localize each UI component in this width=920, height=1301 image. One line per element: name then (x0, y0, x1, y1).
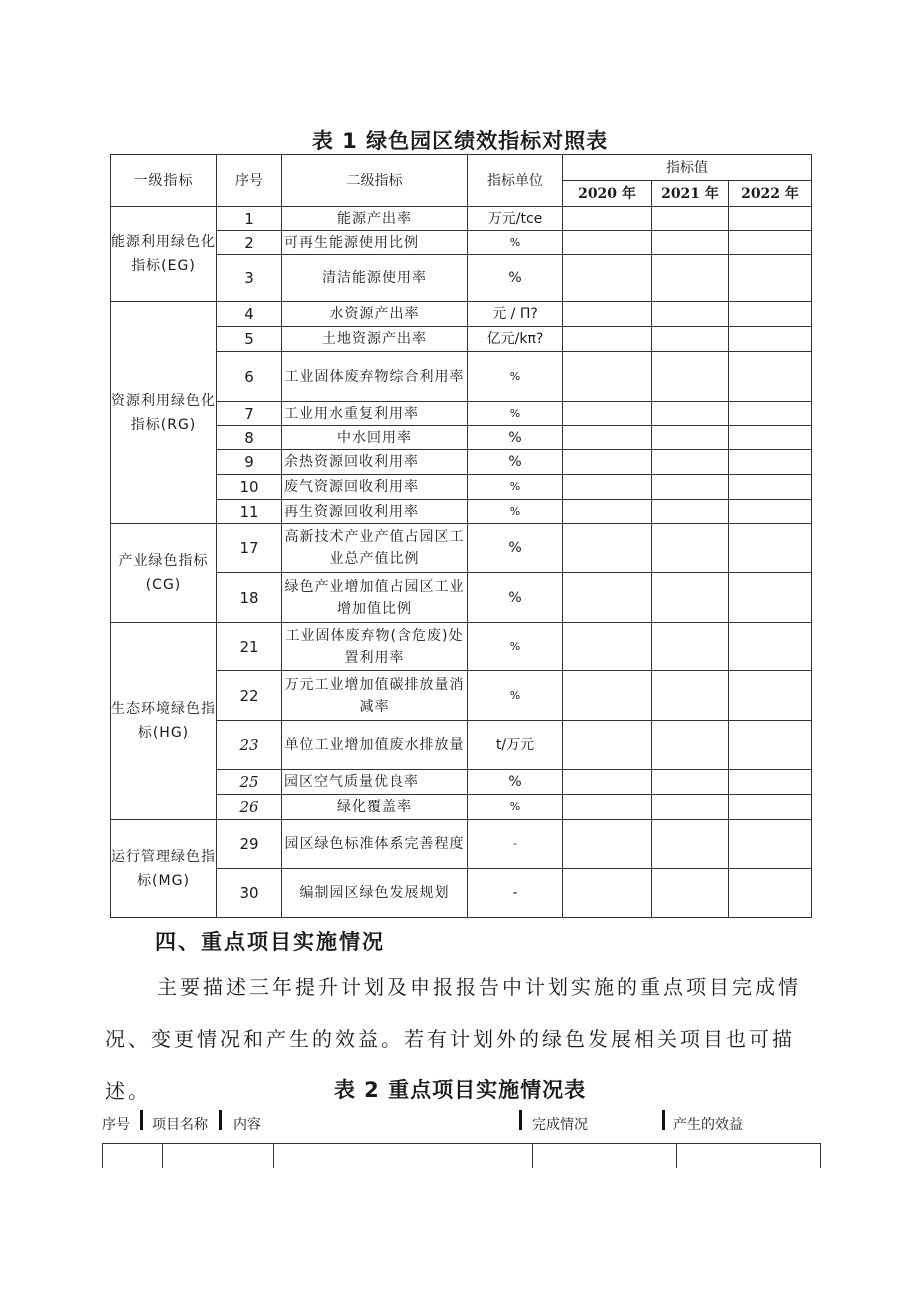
value-cell (729, 671, 812, 721)
value-cell (729, 302, 812, 327)
row-seq: 29 (217, 820, 282, 869)
value-cell (729, 623, 812, 671)
header-level1: 一级指标 (111, 155, 217, 207)
row-seq: 17 (217, 524, 282, 573)
value-cell (652, 302, 729, 327)
value-cell (563, 207, 652, 231)
value-cell (563, 231, 652, 255)
value-cell (652, 475, 729, 500)
value-cell (652, 426, 729, 450)
row-unit: 元 / Π? (468, 302, 563, 327)
row-unit: t/万元 (468, 721, 563, 770)
value-cell (563, 524, 652, 573)
header-year-2022: 2022 年 (729, 181, 812, 207)
table2-cell-border (162, 1143, 163, 1168)
table2-cell-border (676, 1143, 677, 1168)
value-cell (729, 450, 812, 475)
value-cell (563, 450, 652, 475)
row-indicator: 工业用水重复利用率 (282, 402, 468, 426)
row-unit: % (468, 475, 563, 500)
row-unit: % (468, 450, 563, 475)
value-cell (729, 327, 812, 352)
row-seq: 7 (217, 402, 282, 426)
value-cell (729, 795, 812, 820)
value-cell (729, 869, 812, 918)
column-divider (662, 1110, 665, 1130)
row-indicator: 水资源产出率 (282, 302, 468, 327)
value-cell (563, 402, 652, 426)
header-year-2021: 2021 年 (652, 181, 729, 207)
group-cg: 产业绿色指标(CG) (111, 524, 217, 623)
row-indicator: 可再生能源使用比例 (282, 231, 468, 255)
header-seq: 序号 (217, 155, 282, 207)
row-indicator: 工业固体废弃物(含危废)处置利用率 (282, 623, 468, 671)
row-unit: % (468, 770, 563, 795)
value-cell (652, 524, 729, 573)
table2-top-border (102, 1143, 821, 1144)
value-cell (729, 820, 812, 869)
value-cell (729, 524, 812, 573)
value-cell (652, 255, 729, 302)
table2-cell-border (532, 1143, 533, 1168)
value-cell (729, 721, 812, 770)
value-cell (652, 231, 729, 255)
row-unit: 万元/tce (468, 207, 563, 231)
row-seq: 25 (217, 770, 282, 795)
table2-header-seq: 序号 (102, 1117, 130, 1133)
row-unit: % (468, 500, 563, 524)
row-seq: 22 (217, 671, 282, 721)
table2-cell-border (102, 1143, 103, 1168)
value-cell (652, 500, 729, 524)
row-seq: 8 (217, 426, 282, 450)
value-cell (563, 721, 652, 770)
value-cell (652, 820, 729, 869)
value-cell (729, 500, 812, 524)
value-cell (652, 795, 729, 820)
row-unit: - (468, 869, 563, 918)
row-unit: % (468, 426, 563, 450)
row-indicator: 能源产出率 (282, 207, 468, 231)
table2-cell-border (273, 1143, 274, 1168)
value-cell (729, 475, 812, 500)
table1-title: 表 1 绿色园区绩效指标对照表 (311, 129, 609, 153)
row-unit: % (468, 402, 563, 426)
header-year-2020: 2020 年 (563, 181, 652, 207)
value-cell (652, 327, 729, 352)
group-eg: 能源利用绿色化指标(EG) (111, 207, 217, 302)
row-indicator: 余热资源回收利用率 (282, 450, 468, 475)
row-unit: 亿元/kπ? (468, 327, 563, 352)
value-cell (563, 327, 652, 352)
row-unit: % (468, 671, 563, 721)
row-indicator: 工业固体废弃物综合利用率 (282, 352, 468, 402)
value-cell (563, 820, 652, 869)
row-seq: 23 (217, 721, 282, 770)
row-unit: % (468, 573, 563, 623)
value-cell (563, 500, 652, 524)
value-cell (563, 302, 652, 327)
row-seq: 4 (217, 302, 282, 327)
row-indicator: 中水回用率 (282, 426, 468, 450)
value-cell (563, 795, 652, 820)
value-cell (729, 770, 812, 795)
value-cell (652, 450, 729, 475)
value-cell (652, 573, 729, 623)
value-cell (729, 231, 812, 255)
value-cell (729, 352, 812, 402)
value-cell (563, 770, 652, 795)
row-unit: % (468, 231, 563, 255)
row-seq: 5 (217, 327, 282, 352)
header-level2: 二级指标 (282, 155, 468, 207)
row-indicator: 编制园区绿色发展规划 (282, 869, 468, 918)
group-mg: 运行管理绿色指标(MG) (111, 820, 217, 918)
row-unit: % (468, 255, 563, 302)
row-unit: % (468, 623, 563, 671)
header-unit: 指标单位 (468, 155, 563, 207)
row-indicator: 绿化覆盖率 (282, 795, 468, 820)
value-cell (563, 671, 652, 721)
row-indicator: 土地资源产出率 (282, 327, 468, 352)
row-indicator: 再生资源回收利用率 (282, 500, 468, 524)
row-seq: 21 (217, 623, 282, 671)
value-cell (652, 671, 729, 721)
row-indicator: 园区空气质量优良率 (282, 770, 468, 795)
section4-heading: 四、重点项目实施情况 (155, 930, 385, 954)
value-cell (652, 721, 729, 770)
value-cell (729, 426, 812, 450)
row-seq: 6 (217, 352, 282, 402)
value-cell (652, 623, 729, 671)
row-indicator: 高新技术产业产值占园区工业总产值比例 (282, 524, 468, 573)
value-cell (563, 869, 652, 918)
row-unit: % (468, 352, 563, 402)
value-cell (563, 573, 652, 623)
value-cell (652, 869, 729, 918)
table2-header-name: 项目名称 (152, 1117, 208, 1133)
row-unit: % (468, 795, 563, 820)
value-cell (729, 207, 812, 231)
value-cell (652, 402, 729, 426)
row-seq: 10 (217, 475, 282, 500)
section4-paragraph: 主要描述三年提升计划及申报报告中计划实施的重点项目完成情况、变更情况和产生的效益。若有计划外的绿色发展相关项目也可描述。 (105, 975, 801, 1103)
row-seq: 9 (217, 450, 282, 475)
row-indicator: 清洁能源使用率 (282, 255, 468, 302)
value-cell (729, 573, 812, 623)
table2-cell-border (820, 1143, 821, 1168)
column-divider (140, 1110, 143, 1130)
row-indicator: 园区绿色标准体系完善程度 (282, 820, 468, 869)
row-unit: % (468, 524, 563, 573)
row-unit: - (468, 820, 563, 869)
column-divider (519, 1110, 522, 1130)
indicator-table (110, 154, 812, 918)
group-hg: 生态环境绿色指标(HG) (111, 623, 217, 820)
row-indicator: 单位工业增加值废水排放量 (282, 721, 468, 770)
value-cell (563, 352, 652, 402)
table2-header-benefit: 产生的效益 (673, 1117, 743, 1133)
value-cell (652, 770, 729, 795)
value-cell (652, 207, 729, 231)
group-rg: 资源利用绿色化指标(RG) (111, 302, 217, 524)
row-seq: 2 (217, 231, 282, 255)
row-indicator: 废气资源回收利用率 (282, 475, 468, 500)
value-cell (729, 402, 812, 426)
table2-header-status: 完成情况 (532, 1117, 588, 1133)
value-cell (652, 352, 729, 402)
row-indicator: 万元工业增加值碳排放量消减率 (282, 671, 468, 721)
table2-title: 表 2 重点项目实施情况表 (333, 1078, 587, 1102)
value-cell (563, 426, 652, 450)
column-divider (219, 1110, 222, 1130)
value-cell (729, 255, 812, 302)
value-cell (563, 255, 652, 302)
row-seq: 1 (217, 207, 282, 231)
header-value: 指标值 (563, 155, 812, 181)
row-seq: 26 (217, 795, 282, 820)
value-cell (563, 475, 652, 500)
row-seq: 11 (217, 500, 282, 524)
row-seq: 30 (217, 869, 282, 918)
table2-header-content: 内容 (233, 1117, 261, 1133)
row-seq: 18 (217, 573, 282, 623)
row-indicator: 绿色产业增加值占园区工业增加值比例 (282, 573, 468, 623)
value-cell (563, 623, 652, 671)
row-seq: 3 (217, 255, 282, 302)
